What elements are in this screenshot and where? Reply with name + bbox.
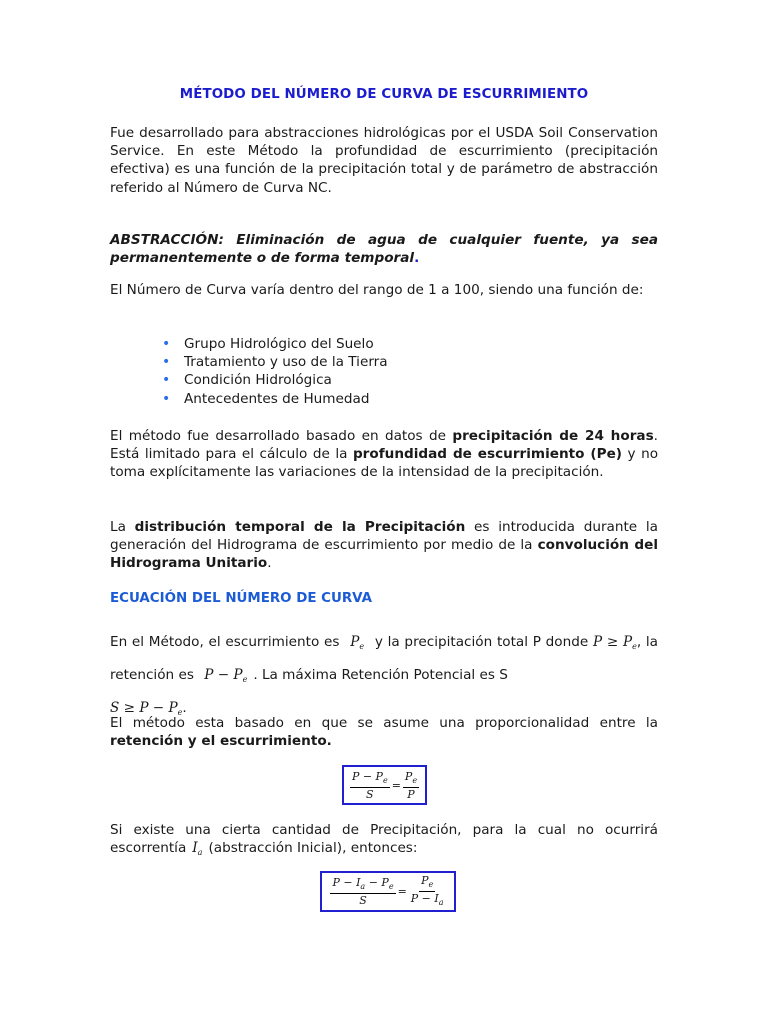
- section-heading: ECUACIÓN DEL NÚMERO DE CURVA: [110, 591, 372, 606]
- bullet-icon: •: [162, 390, 171, 407]
- bullet-icon: •: [162, 372, 171, 389]
- bullet-icon: •: [162, 354, 171, 371]
- range-paragraph: El Número de Curva varía dentro del rango de 1 a 100, siendo una función de:: [110, 282, 644, 298]
- abstraction-text: ABSTRACCIÓN: Eliminación de agua de cualquier fuente, ya sea permanentemente o de forma temporal: [110, 232, 658, 267]
- initial-abstraction-equation: $\frac{P - I_a - P_e}{S}$ = $\frac{P_e}{P - I_a}$: [332, 874, 444, 907]
- intro-paragraph: Fue desarrollado para abstracciones hidrológicas por el USDA Soil Conservation Service. En este Método la profundidad de escurrimiento (precipitación efectiva) es una función de la precipitación total y de parámetro de abstracción referido al Número de Curva NC.: [110, 125, 658, 196]
- bullet-icon: •: [162, 336, 171, 352]
- proportionality-paragraph: El método esta basado en que se asume una proporcionalidad entre la retención y el escurrimiento.: [110, 715, 658, 750]
- list-item: • Antecedentes de Humedad: [162, 390, 370, 407]
- p-ge-pe-expression: $P \ge P_e$: [592, 634, 637, 651]
- method-paragraph: El método fue desarrollado basado en datos de precipitación de 24 horas. Está limitado para el cálculo de la profundidad de escurrimiento (Pe) y no toma explícitamente las variaciones de la intensidad de la precipitación.: [110, 428, 659, 481]
- list-item: • Tratamiento y uso de la Tierra: [162, 354, 388, 371]
- factor-list: [162, 335, 388, 408]
- list-item: • Grupo Hidrológico del Suelo: [162, 336, 374, 352]
- list-item: • Condición Hidrológica: [162, 372, 332, 389]
- abstraction-definition: [110, 231, 658, 267]
- equation-paragraph: En el Método, el escurrimiento es $P_e$ y la precipitación total P donde $P \ge P_e$, la retención es $P - P_e$ . La máxima Retención Potencial es S $S \ge P - P_e$.: [110, 628, 658, 727]
- proportion-equation: $\frac{P - P_e}{S}$ = $\frac{P_e}{P}$: [351, 769, 418, 801]
- abstraction-period: .: [414, 250, 420, 267]
- pe-symbol: $P_e$: [350, 634, 365, 651]
- initial-abstraction-paragraph: Si existe una cierta cantidad de Precipitación, para la cual no ocurrirá escorrentía $I_a$ (abstracción Inicial), entonces:: [110, 821, 658, 862]
- p-minus-pe-expression: $P - P_e$: [204, 667, 248, 684]
- ia-symbol: $I_a$: [192, 840, 203, 858]
- s-ge-expression: $S \ge P - P_e$: [110, 700, 183, 717]
- equation-box-1: [342, 765, 427, 805]
- page-title: MÉTODO DEL NÚMERO DE CURVA DE ESCURRIMIENTO: [179, 87, 589, 102]
- equation-box-2: [320, 871, 456, 912]
- distribution-paragraph: La distribución temporal de la Precipitación es introducida durante la generación del Hidrograma de escurrimiento por medio de la convolución del Hidrograma Unitario.: [110, 519, 658, 572]
